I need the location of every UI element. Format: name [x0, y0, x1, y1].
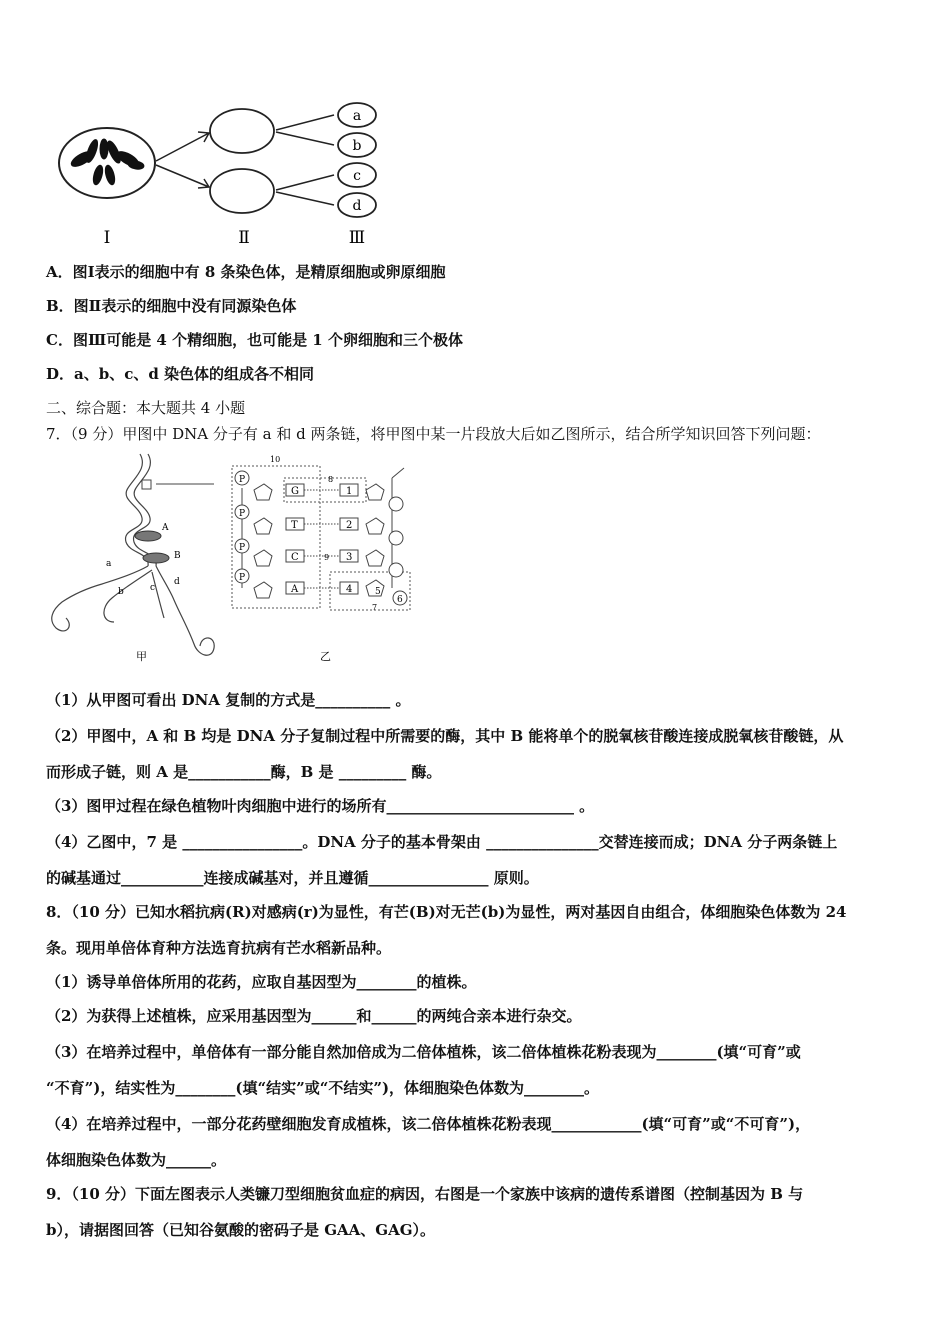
svg-text:1: 1 — [346, 486, 353, 497]
cell-two-bottom — [210, 169, 274, 213]
q8-part-3-cont: “不育”)，结实性为________(填“结实”或“不结实”)，体细胞染色体数为________。 — [46, 1079, 600, 1097]
svg-text:3: 3 — [346, 552, 353, 563]
section-title: 二、综合题：本大题共 4 小题 — [46, 399, 246, 417]
figure-label-yi: 乙 — [320, 650, 331, 663]
svg-text:8: 8 — [328, 475, 334, 484]
q8-part-2: （2）为获得上述植株，应采用基因型为______和______的两纯合亲本进行杂交。 — [46, 1007, 582, 1025]
svg-text:G: G — [291, 486, 299, 497]
stage-label-one: Ⅰ — [103, 228, 111, 248]
svg-text:A: A — [162, 523, 169, 533]
svg-text:a: a — [352, 108, 362, 124]
svg-text:B: B — [174, 551, 181, 561]
svg-text:a: a — [106, 559, 112, 569]
q8-part-4-cont: 体细胞染色体数为______。 — [46, 1151, 227, 1169]
q8-stem-cont: 条。现用单倍体育种方法选育抗病有芒水稻新品种。 — [46, 939, 392, 957]
chromosomes — [69, 138, 144, 185]
dna-replication-figure — [44, 448, 424, 668]
enzyme-b — [143, 553, 169, 563]
svg-text:b: b — [352, 138, 362, 154]
svg-text:P: P — [239, 509, 246, 519]
cell-three-c — [338, 163, 376, 187]
svg-text:d: d — [352, 198, 362, 214]
svg-text:9: 9 — [324, 553, 330, 562]
enzyme-a — [135, 531, 161, 541]
svg-text:d: d — [174, 577, 180, 587]
cell-division-figure — [44, 95, 394, 255]
q8-part-3: （3）在培养过程中，单倍体有一部分能自然加倍成为二倍体植株，该二倍体植株花粉表现为________(填“可育”或 — [46, 1043, 801, 1061]
q8-stem: 8．（10 分）已知水稻抗病(R)对感病(r)为显性，有芒(B)对无芒(b)为显性，两对基因自由组合，体细胞染色体数为 24 — [46, 903, 847, 921]
svg-text:c: c — [353, 168, 361, 184]
svg-text:b: b — [118, 587, 124, 597]
option-c: C．图Ⅲ可能是 4 个精细胞，也可能是 1 个卵细胞和三个极体 — [46, 331, 463, 349]
q7-part-4-cont: 的碱基通过___________连接成碱基对，并且遵循________________ 原则。 — [46, 869, 539, 887]
svg-text:P: P — [239, 543, 246, 553]
stage-label-two: Ⅱ — [238, 228, 250, 248]
q7-part-2: （2）甲图中，A 和 B 均是 DNA 分子复制过程中所需要的酶，其中 B 能将单个的脱氧核苷酸连接成脱氧核苷酸链，从 — [46, 727, 844, 745]
svg-text:A: A — [291, 584, 299, 595]
q7-part-1: （1）从甲图可看出 DNA 复制的方式是__________ 。 — [46, 691, 411, 709]
option-a: A．图Ⅰ表示的细胞中有 8 条染色体，是精原细胞或卵原细胞 — [46, 263, 446, 281]
svg-text:C: C — [291, 552, 299, 563]
option-d: D．a、b、c、d 染色体的组成各不相同 — [46, 365, 315, 383]
stage-label-three: Ⅲ — [348, 228, 366, 248]
q9-stem: 9．（10 分）下面左图表示人类镰刀型细胞贫血症的病因，右图是一个家族中该病的遗传系谱图（控制基因为 B 与 — [46, 1185, 804, 1203]
q7-stem: 7．（9 分）甲图中 DNA 分子有 a 和 d 两条链，将甲图中某一片段放大后如乙图所示，结合所学知识回答下列问题： — [46, 425, 821, 443]
q7-part-3: （3）图甲过程在绿色植物叶肉细胞中进行的场所有_________________________ 。 — [46, 797, 595, 815]
svg-text:6: 6 — [397, 595, 403, 605]
svg-text:2: 2 — [346, 520, 353, 531]
svg-text:10: 10 — [270, 455, 281, 464]
svg-text:c: c — [150, 583, 156, 593]
svg-text:P: P — [239, 475, 246, 485]
q8-part-4: （4）在培养过程中，一部分花药壁细胞发育成植株，该二倍体植株花粉表现____________(填“可育”或“不可育”)， — [46, 1115, 811, 1133]
svg-text:T: T — [291, 520, 298, 531]
svg-text:4: 4 — [346, 584, 353, 595]
q7-part-2-cont: 而形成子链，则 A 是___________酶，B 是 _________ 酶。 — [46, 763, 442, 781]
q7-part-4: （4）乙图中，7 是 ________________。DNA 分子的基本骨架由 _______________交替连接而成；DNA 分子两条链上 — [46, 833, 838, 851]
cell-three-d — [338, 193, 376, 217]
cell-three-a — [338, 103, 376, 127]
option-b: B．图Ⅱ表示的细胞中没有同源染色体 — [46, 297, 297, 315]
cell-two-top — [210, 109, 274, 153]
cell-three-b — [338, 133, 376, 157]
svg-text:5: 5 — [375, 587, 381, 597]
q8-part-1: （1）诱导单倍体所用的花药，应取自基因型为________的植株。 — [46, 973, 477, 991]
figure-label-jia: 甲 — [136, 650, 147, 663]
svg-text:7: 7 — [372, 603, 378, 612]
q9-stem-cont: b），请据图回答（已知谷氨酸的密码子是 GAA、GAG）。 — [46, 1221, 436, 1239]
dna-fragment — [232, 455, 410, 612]
svg-text:P: P — [239, 573, 246, 583]
